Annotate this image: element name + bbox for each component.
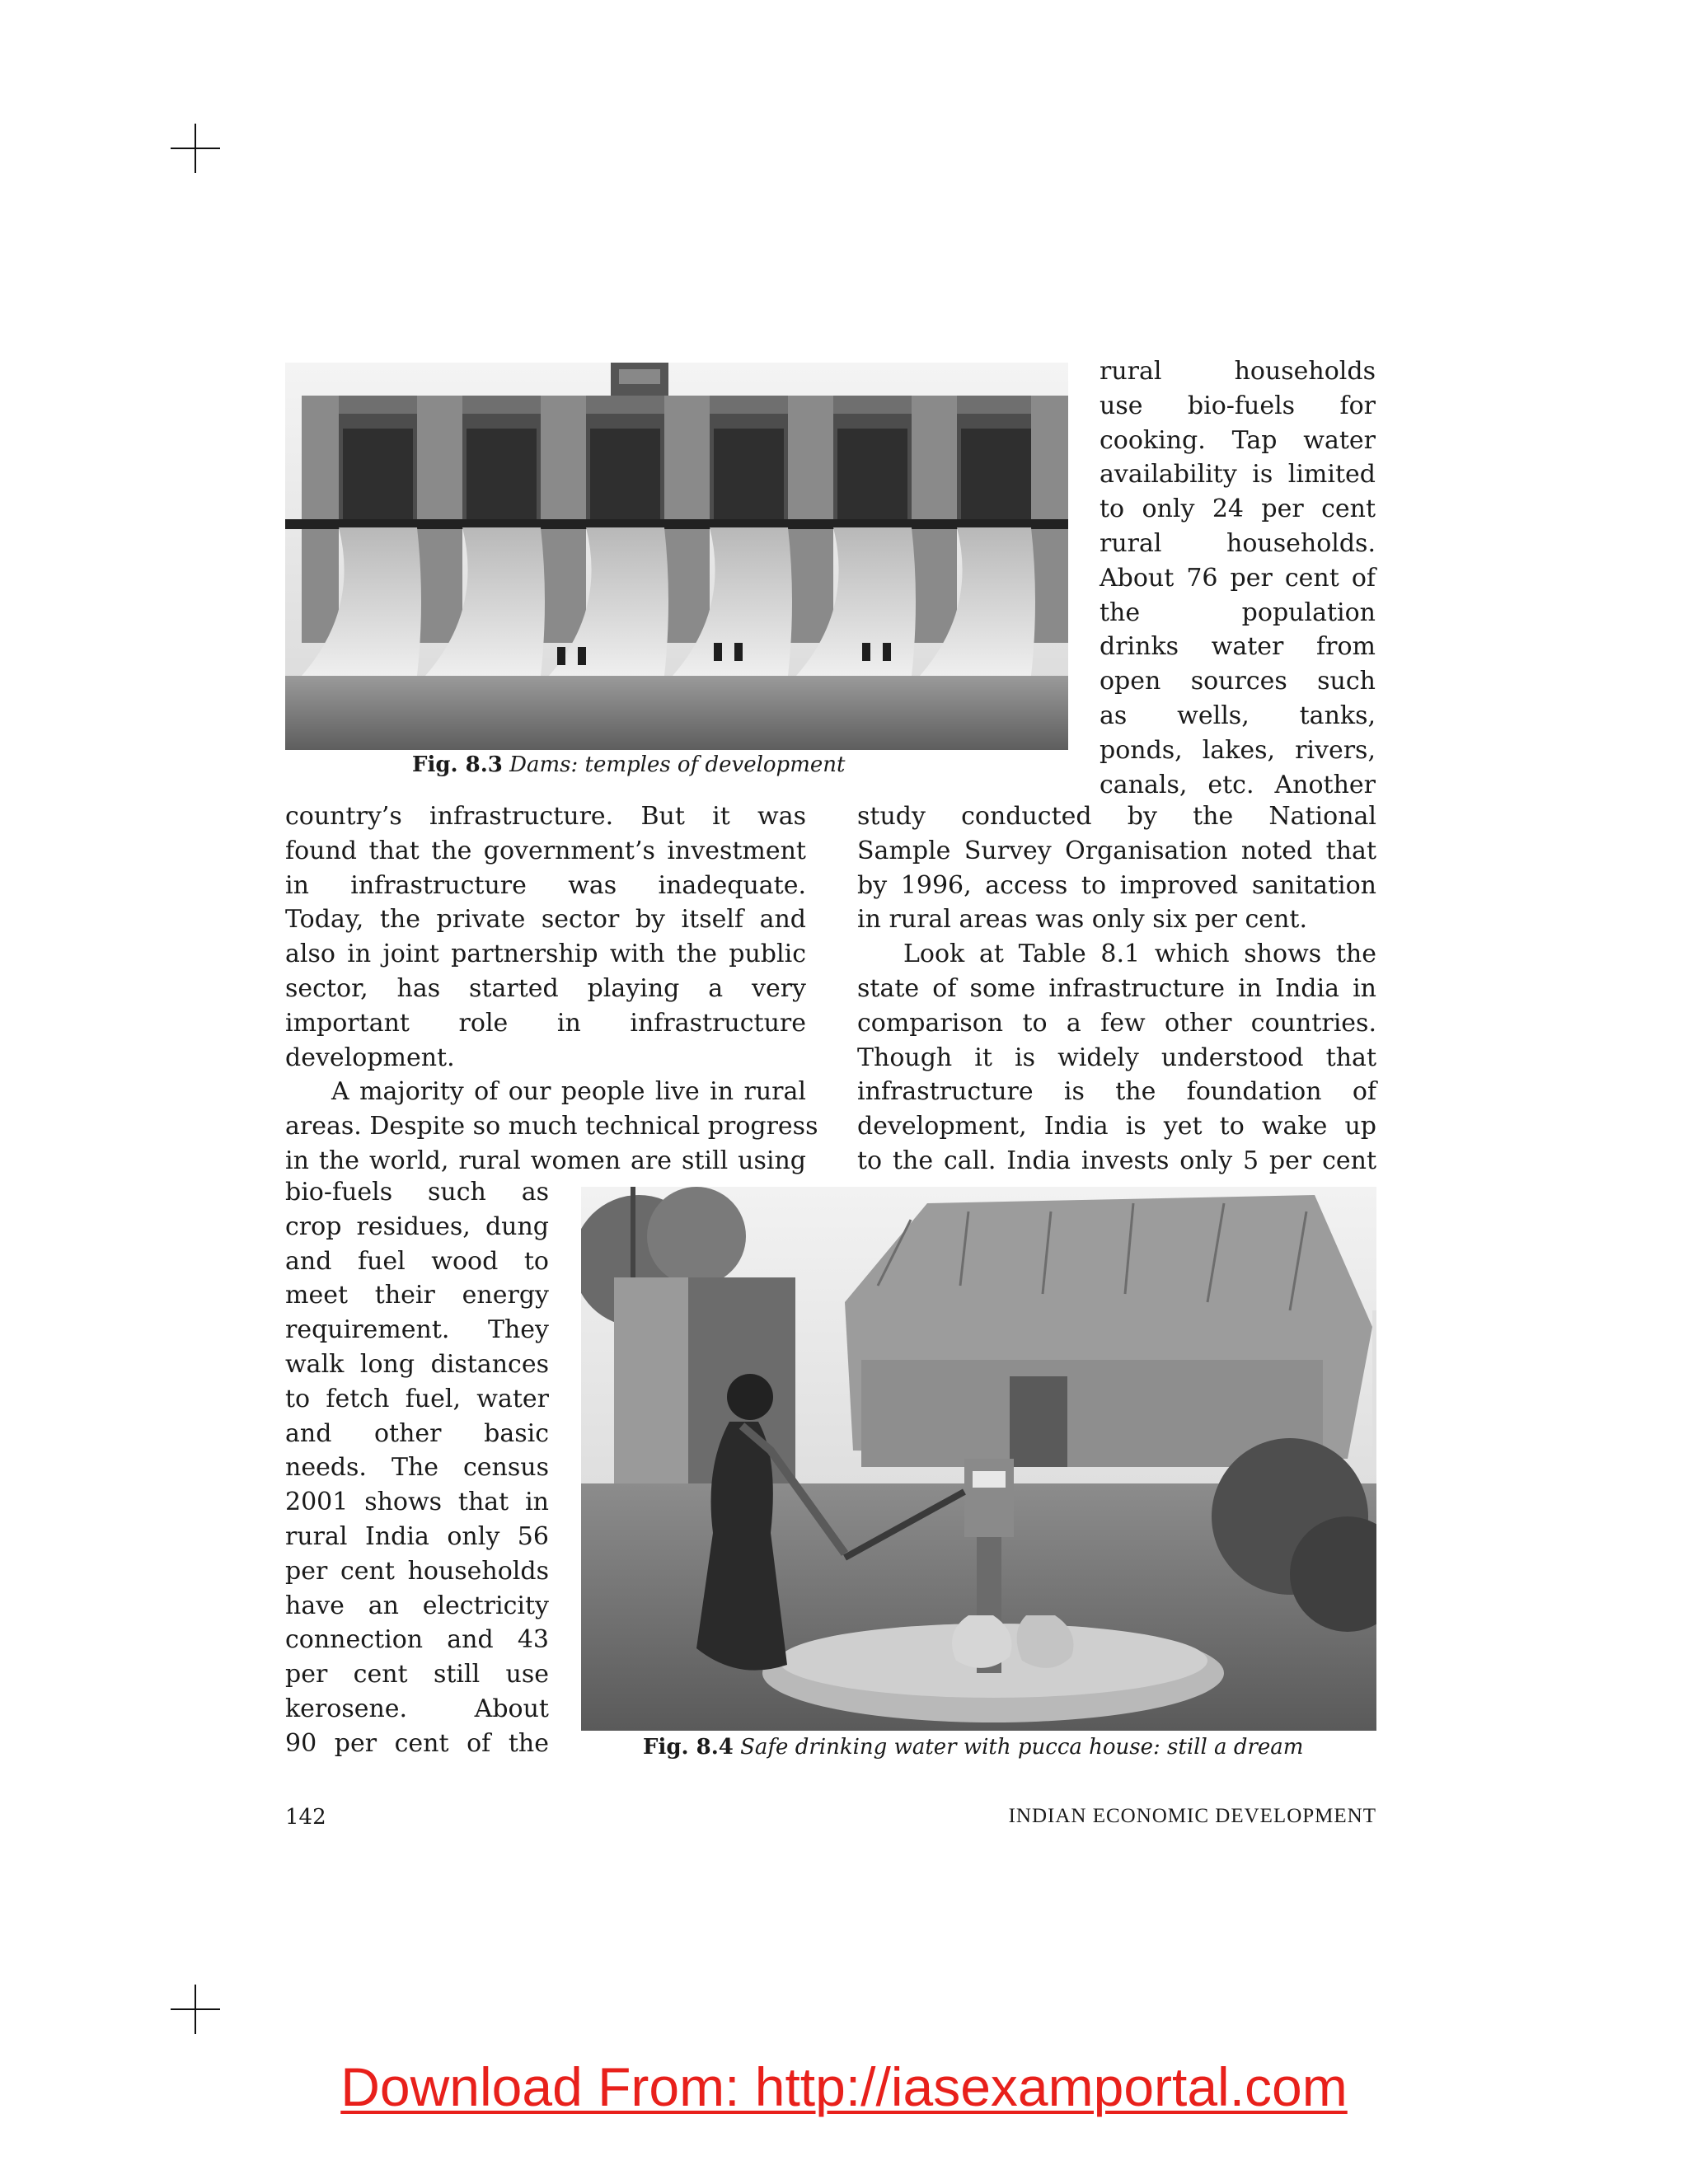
crop-mark-bottom [171,1985,220,2034]
figure-label: Fig. 8.4 [643,1735,734,1760]
text-line: walk long distances [285,1349,549,1379]
text-line: found that the government’s investment [285,836,806,865]
text-line: the population [1100,598,1376,627]
text-line: canals, etc. Another [1100,770,1376,799]
figure-caption [643,1734,1303,1760]
text-line: 2001 shows that in [285,1488,549,1517]
text-line: meet their energy [285,1281,549,1310]
text-line: per cent households [285,1556,549,1586]
figure-label: Fig. 8.3 [412,752,503,777]
text-line: bio-fuels such as [285,1178,549,1207]
text-line: in the world, rural women are still using [285,1146,806,1175]
text-line: rural India only 56 [285,1521,549,1551]
text-line: by 1996, access to improved sanitation [857,870,1376,900]
text-line: A majority of our people live in rural [331,1077,806,1107]
text-line: state of some infrastructure in India in [857,973,1376,1003]
text-line: Today, the private sector by itself and [285,905,806,935]
text-line: requirement. They [285,1315,549,1345]
text-line: development. [285,1043,455,1072]
running-title: INDIAN ECONOMIC DEVELOPMENT [1008,1805,1376,1827]
figure-title: Dams [509,752,571,777]
download-link[interactable]: Download From: http://iasexamportal.com [340,2056,1348,2117]
figure-subtitle: : still a dream [1153,1735,1304,1760]
figure-title: Safe drinking water with pucca house [740,1735,1154,1760]
text-line: development, India is yet to wake up [857,1112,1376,1141]
text-line: study conducted by the National [857,802,1376,831]
text-line: Though it is widely understood that [857,1043,1376,1072]
text-line: rural households [1100,357,1376,386]
text-line: About 76 per cent of [1100,563,1376,593]
text-line: rural households. [1100,528,1376,558]
dam-photo [285,363,1068,750]
text-line: 90 per cent of the [285,1728,549,1758]
text-line: have an electricity [285,1591,549,1620]
text-line: and fuel wood to [285,1246,549,1276]
text-line: in infrastructure was inadequate. [285,870,806,900]
hand-pump-photo [581,1187,1376,1731]
text-line: crop residues, dung [285,1212,549,1241]
text-line: connection and 43 [285,1625,549,1655]
text-line: areas. Despite so much technical progress [285,1112,818,1141]
text-line: sector, has started playing a very [285,973,806,1003]
body-column-left-bottom [285,1175,549,1761]
text-line: country’s infrastructure. But it was [285,802,806,831]
text-line: drinks water from [1100,632,1376,662]
text-line: availability is limited [1100,460,1376,490]
text-line: open sources such [1100,667,1376,696]
text-line: as wells, tanks, [1100,701,1376,730]
text-line: per cent still use [285,1660,549,1690]
text-line: important role in infrastructure [285,1008,806,1038]
text-line: Sample Survey Organisation noted that [857,836,1376,865]
body-column-right-top [1100,354,1376,802]
text-line: to only 24 per cent [1100,494,1376,524]
figure-subtitle: : temples of development [570,752,846,777]
body-column-right-middle [857,799,1376,1179]
text-line: use bio-fuels for [1100,391,1376,420]
body-column-left-middle [285,799,818,1179]
text-line: comparison to a few other countries. [857,1008,1376,1038]
page-number: 142 [285,1805,326,1830]
text-line: cooking. Tap water [1100,425,1376,455]
text-line: to the call. India invests only 5 per cent [857,1146,1376,1175]
text-line: to fetch fuel, water [285,1384,549,1413]
text-line: needs. The census [285,1453,549,1483]
text-line: in rural areas was only six per cent. [857,905,1307,935]
text-line: ponds, lakes, rivers, [1100,735,1376,765]
text-line: and other basic [285,1418,549,1448]
figure-caption [412,752,845,778]
crop-mark-top [171,124,220,173]
text-line: kerosene. About [285,1694,549,1723]
text-line: infrastructure is the foundation of [857,1077,1376,1107]
text-line: Look at Table 8.1 which shows the [903,940,1376,969]
text-line: also in joint partnership with the public [285,940,806,969]
